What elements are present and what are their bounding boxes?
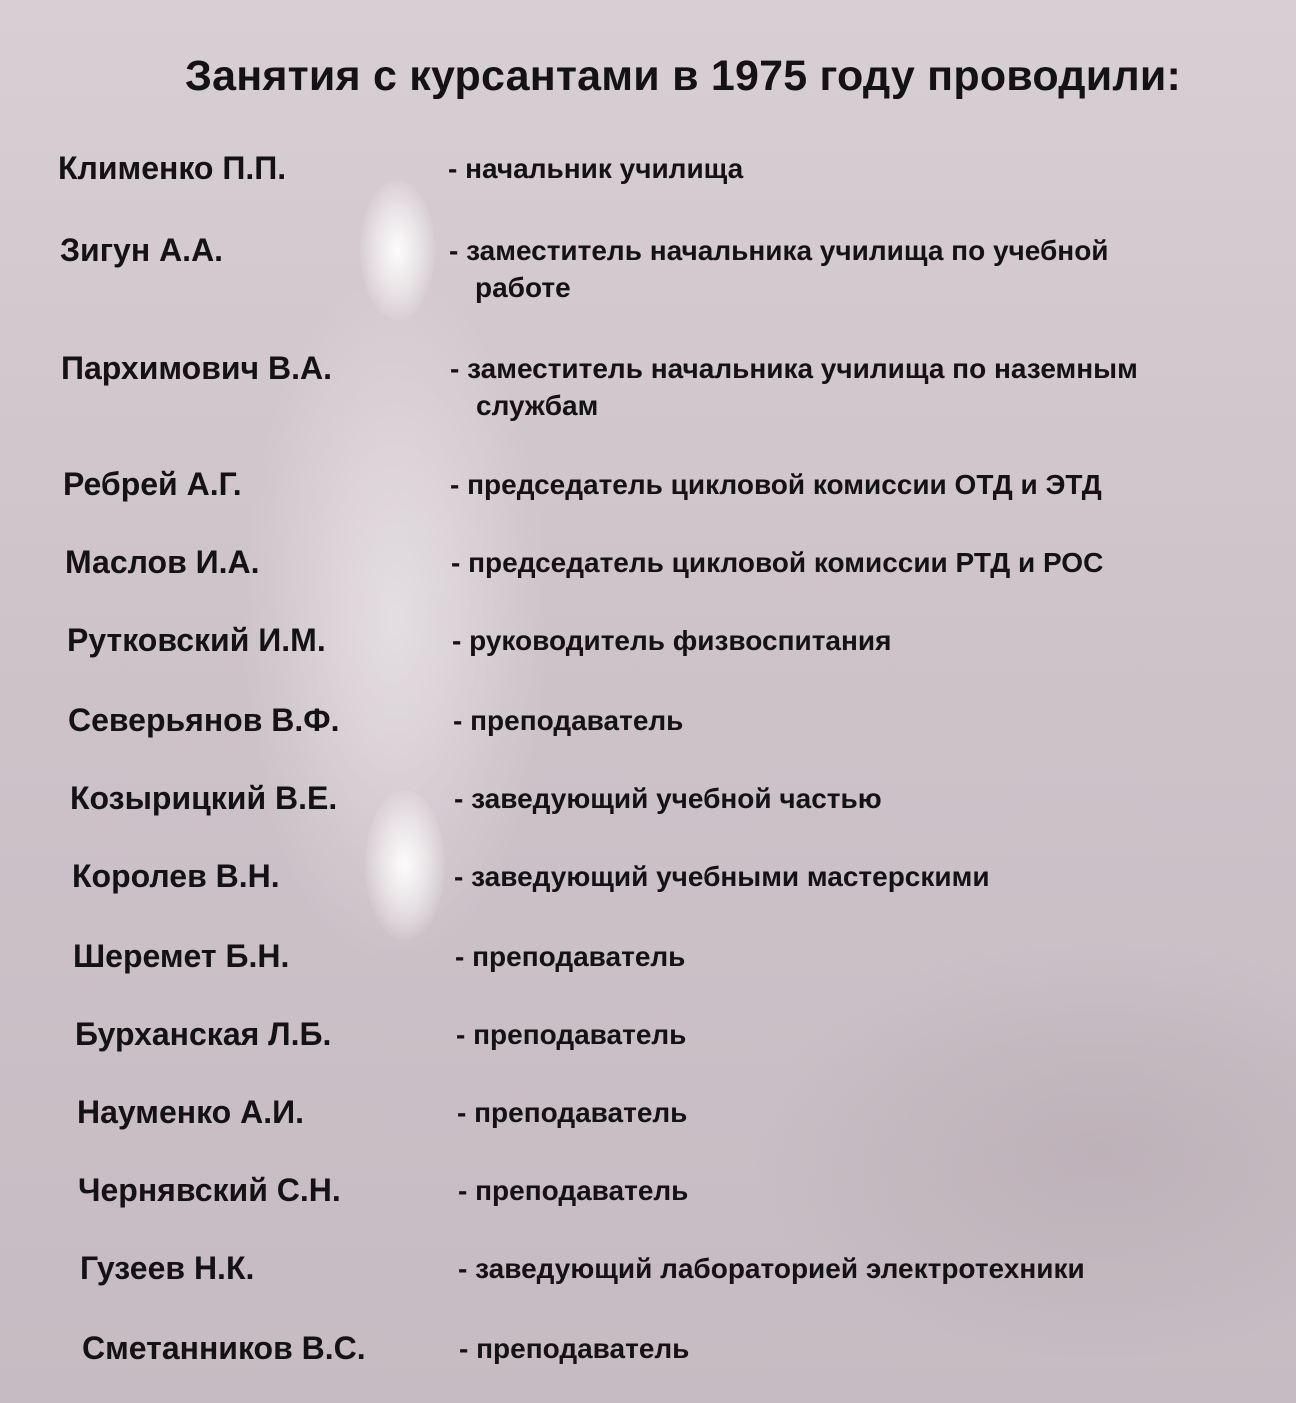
staff-name: Сметанников В.С. [82,1330,366,1366]
staff-role-line: - преподаватель [458,1175,689,1206]
staff-row [0,1094,1296,1164]
staff-row [0,938,1296,1008]
staff-name: Зигун А.А. [60,232,224,268]
staff-role-line: - председатель цикловой комиссии ОТД и ЭТД [450,469,1102,500]
staff-row [0,150,1296,220]
staff-role-line: - начальник училища [448,153,744,184]
staff-name: Чернявский С.Н. [78,1172,341,1208]
staff-name: Гузеев Н.К. [80,1250,255,1286]
staff-role-line: работе [475,272,571,303]
staff-name: Клименко П.П. [58,150,287,186]
staff-name: Козырицкий В.Е. [70,780,338,816]
staff-role-line: - заместитель начальника училища по учебной [449,235,1109,266]
staff-role [458,1172,688,1209]
staff-name: Науменко А.И. [77,1094,304,1130]
staff-row [0,780,1296,850]
staff-role [458,1250,1085,1287]
staff-role-line: - заведующий лабораторией электротехники [458,1253,1085,1284]
staff-role [454,780,882,817]
staff-name: Бурханская Л.Б. [75,1016,332,1052]
staff-role-line: службам [476,390,599,421]
staff-row [0,702,1296,772]
staff-role [450,350,1138,424]
staff-row [0,466,1296,536]
staff-role [452,622,891,659]
staff-role-line: - заведующий учебными мастерскими [454,861,990,892]
staff-row [0,858,1296,928]
staff-role-line: - преподаватель [456,1019,687,1050]
staff-row [0,544,1296,614]
staff-row [0,232,1296,302]
staff-role [455,938,685,975]
document-title: Занятия с курсантами в 1975 году проводили: [184,52,1182,100]
staff-role-line: - преподаватель [455,941,686,972]
staff-role-line: - заведующий учебной частью [454,783,882,814]
staff-role [448,150,743,187]
staff-name: Ребрей А.Г. [63,466,242,502]
staff-row [0,1250,1296,1320]
staff-name: Маслов И.А. [65,544,260,580]
staff-role [454,858,990,895]
staff-row [0,1330,1296,1400]
staff-name: Рутковский И.М. [67,622,326,658]
staff-role-line: - председатель цикловой комиссии РТД и РОС [451,547,1104,578]
staff-row [0,1016,1296,1086]
staff-row [0,1172,1296,1242]
staff-name: Северьянов В.Ф. [68,702,340,738]
staff-role [459,1330,689,1367]
staff-name: Пархимович В.А. [61,350,332,386]
staff-row [0,622,1296,692]
staff-role [450,466,1102,503]
staff-role-line: - руководитель физвоспитания [452,625,892,656]
staff-name: Шеремет Б.Н. [73,938,290,974]
staff-role [456,1016,686,1053]
staff-role-line: - преподаватель [453,705,684,736]
staff-role [453,702,683,739]
staff-name: Королев В.Н. [72,858,280,894]
staff-role-line: - преподаватель [457,1097,688,1128]
staff-row [0,350,1296,420]
staff-role-line: - преподаватель [459,1333,690,1364]
staff-role [449,232,1109,306]
staff-role [457,1094,687,1131]
staff-role [451,544,1103,581]
staff-role-line: - заместитель начальника училища по наземным [450,353,1138,384]
